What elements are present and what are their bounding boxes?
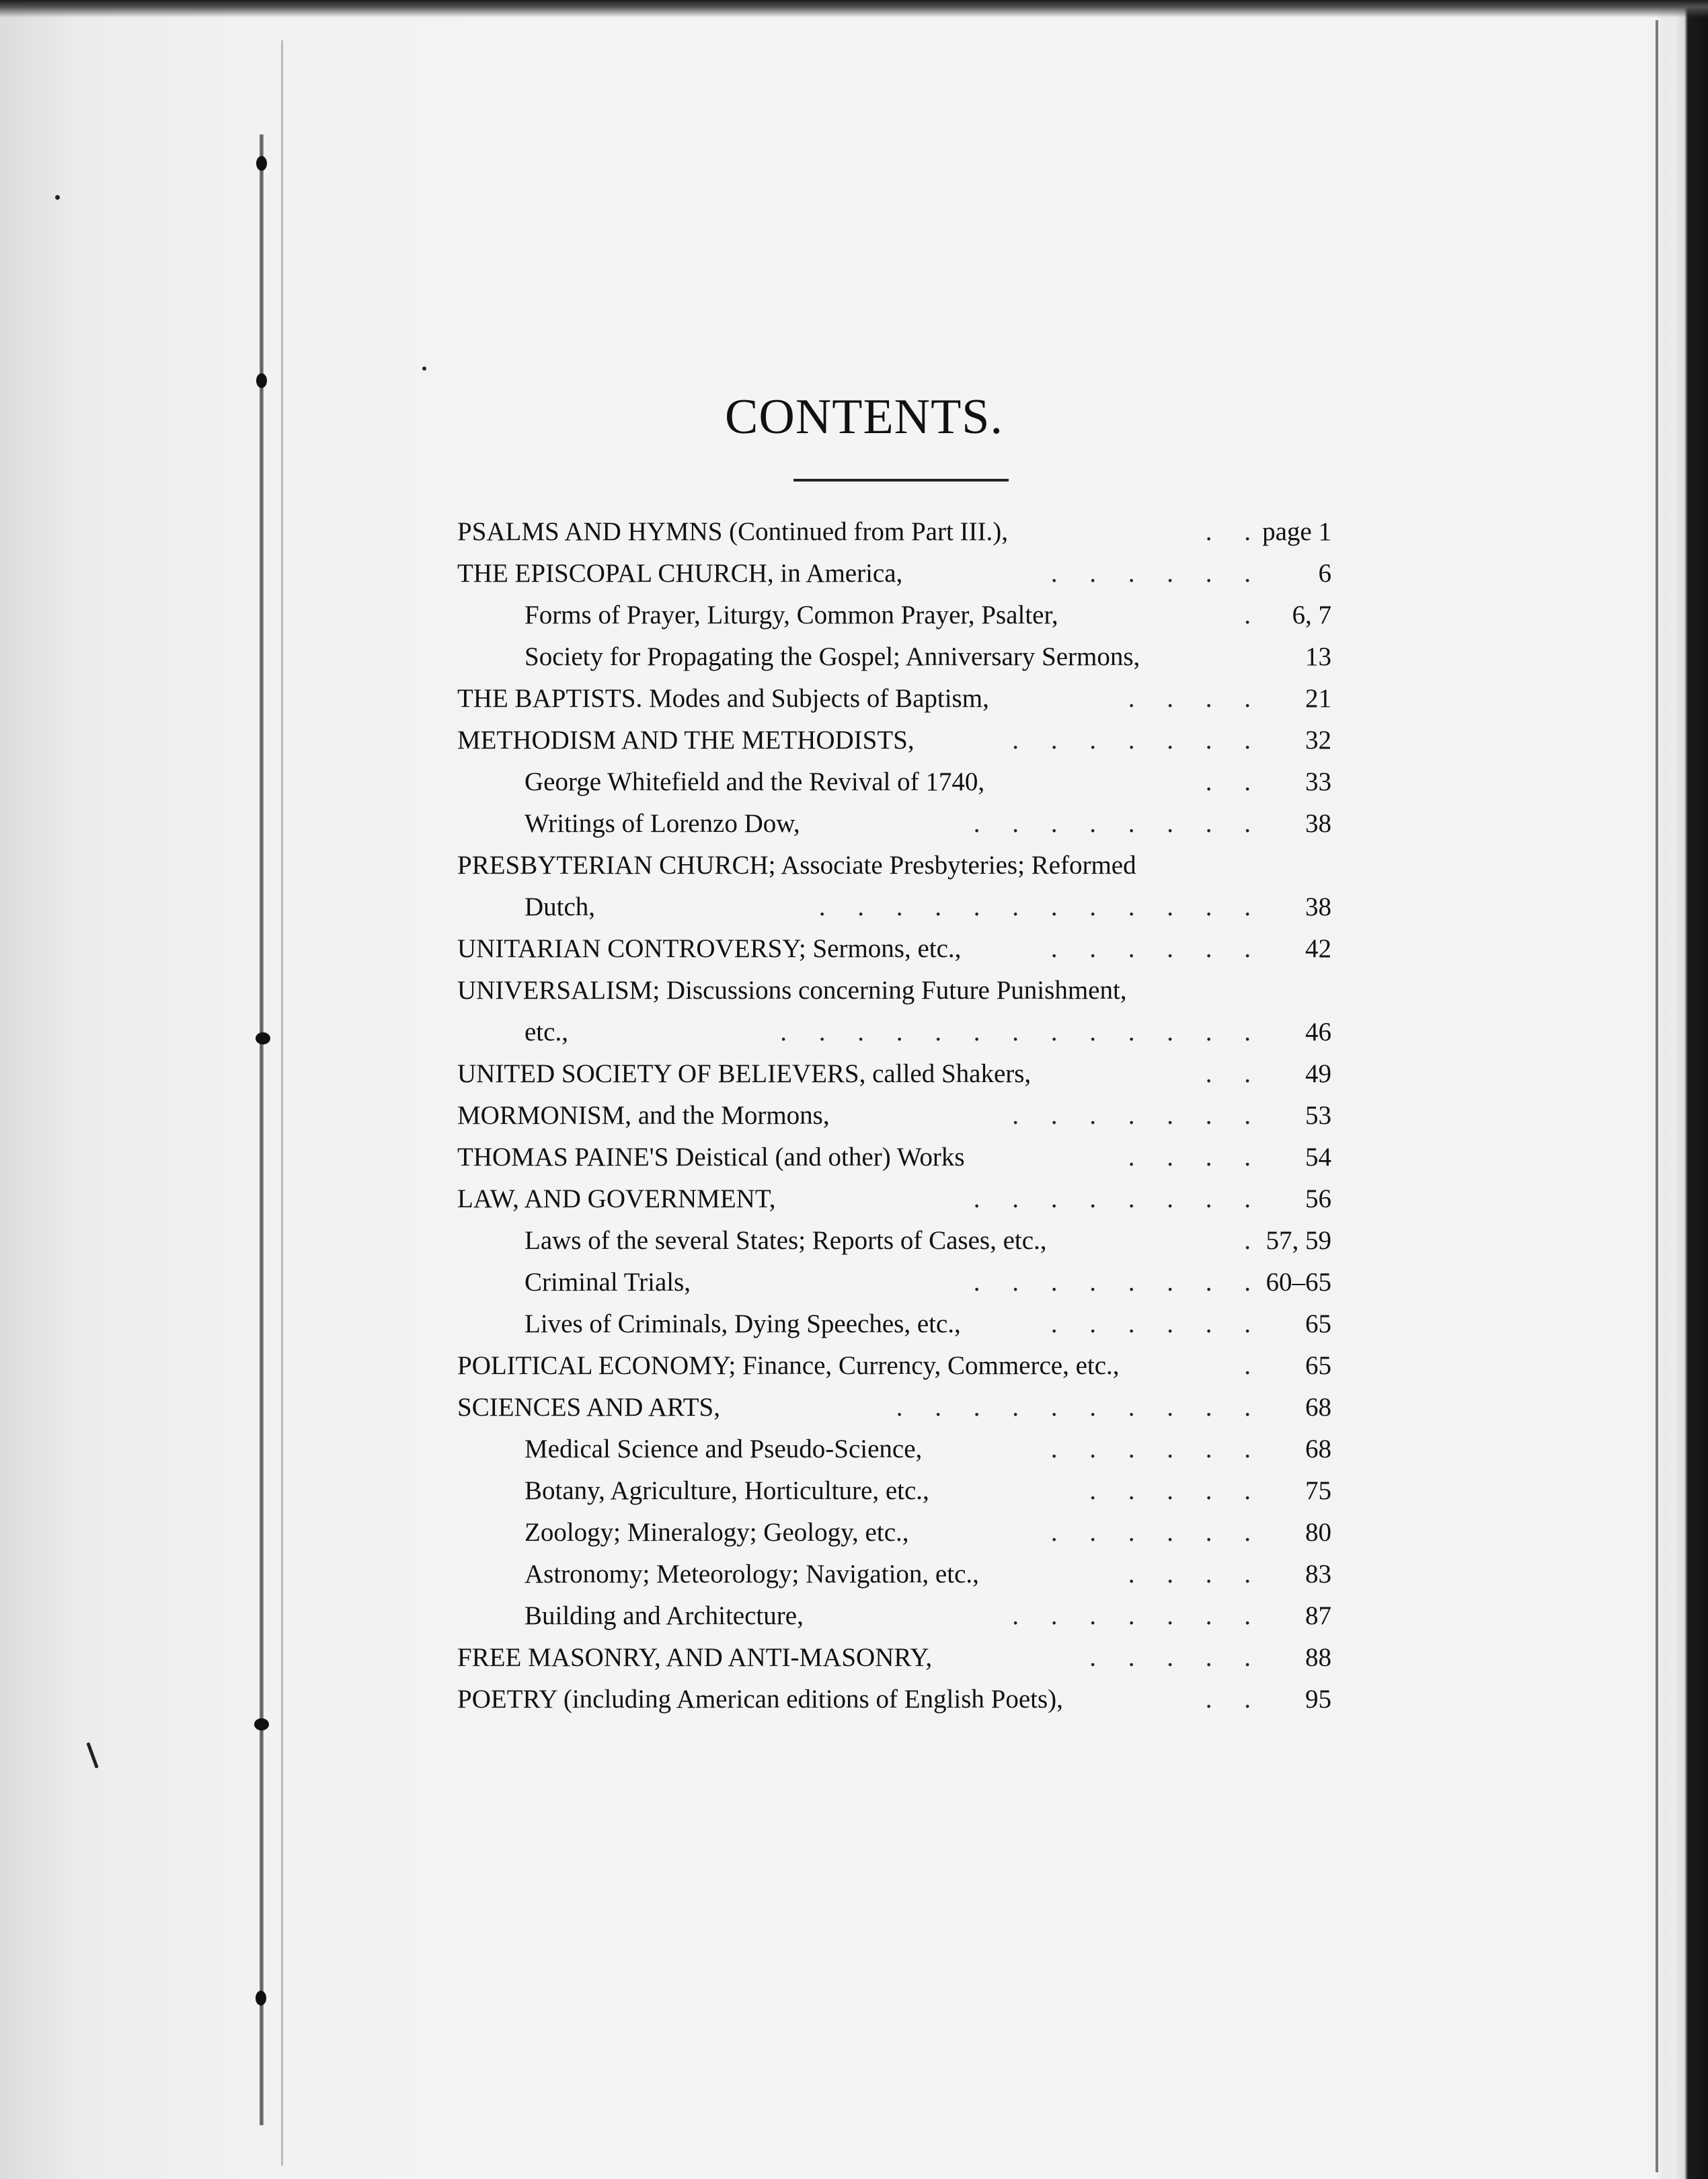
- toc-dot-leader: . . . . . . .: [1012, 1601, 1251, 1630]
- toc-page-number: 88: [1305, 1643, 1331, 1672]
- toc-dot-leader: . . . . .: [1089, 1643, 1251, 1672]
- toc-page-number: 6, 7: [1292, 601, 1331, 629]
- toc-page-number: 68: [1305, 1393, 1331, 1422]
- toc-entry-title: Dutch,: [525, 892, 596, 921]
- toc-dot-leader: . .: [1205, 767, 1251, 796]
- stitch-mark: [256, 1032, 270, 1044]
- toc-entry: [457, 1345, 1331, 1387]
- toc-page-number: 49: [1305, 1059, 1331, 1088]
- toc-entry: [457, 1595, 1331, 1637]
- toc-page-number: 83: [1305, 1560, 1331, 1589]
- title-underline: [793, 479, 1009, 482]
- toc-entry-title: LAW, AND GOVERNMENT,: [457, 1184, 776, 1213]
- toc-entry: [457, 886, 1331, 928]
- toc-entry: [457, 803, 1331, 845]
- toc-page-number: 13: [1305, 642, 1331, 671]
- toc-entry: [457, 1512, 1331, 1554]
- toc-entry: [457, 845, 1331, 886]
- top-shadow: [0, 0, 1708, 17]
- toc-page-number: 38: [1305, 809, 1331, 838]
- toc-dot-leader: . . . . . .: [1050, 1435, 1251, 1463]
- toc-dot-leader: . . . . . .: [1050, 1518, 1251, 1547]
- toc-entry: [457, 1262, 1331, 1303]
- toc-entry-title: POETRY (including American editions of English Poets),: [457, 1685, 1063, 1714]
- toc-page-number: 21: [1305, 684, 1331, 713]
- ink-speck: [422, 367, 426, 371]
- toc-entry-title: Medical Science and Pseudo-Science,: [525, 1435, 923, 1463]
- toc-entry: [457, 1428, 1331, 1470]
- toc-page-number: 65: [1305, 1351, 1331, 1380]
- toc-dot-leader: .: [1244, 1226, 1251, 1255]
- toc-entry-title: THE EPISCOPAL CHURCH, in America,: [457, 559, 903, 588]
- stitch-mark: [256, 1991, 266, 2005]
- toc-dot-leader: . . . .: [1128, 1143, 1251, 1172]
- toc-page-number: 75: [1305, 1476, 1331, 1505]
- toc-dot-leader: . . . . .: [1089, 1476, 1251, 1505]
- toc-entry: [457, 761, 1331, 803]
- toc-dot-leader: . . . . . .: [1050, 1309, 1251, 1338]
- toc-page-number: 56: [1305, 1184, 1331, 1213]
- ink-speck: [55, 195, 60, 200]
- page-title: CONTENTS.: [725, 389, 1003, 445]
- toc-entry: [457, 1095, 1331, 1137]
- toc-entry: [457, 553, 1331, 595]
- toc-dot-leader: . . . . . . . . . .: [896, 1393, 1251, 1422]
- toc-page-number: 57, 59: [1266, 1226, 1331, 1255]
- toc-dot-leader: .: [1244, 601, 1251, 629]
- toc-page-number: 42: [1305, 934, 1331, 963]
- toc-entry-title: METHODISM AND THE METHODISTS,: [457, 726, 915, 755]
- toc-dot-leader: . .: [1205, 517, 1251, 546]
- toc-entry: [457, 1011, 1331, 1053]
- toc-entry-title: UNITED SOCIETY OF BELIEVERS, called Shakers,: [457, 1059, 1032, 1088]
- toc-entry: [457, 1137, 1331, 1178]
- toc-page-number: 32: [1305, 726, 1331, 755]
- toc-dot-leader: . . . .: [1128, 1560, 1251, 1589]
- toc-page-number: 65: [1305, 1309, 1331, 1338]
- toc-entry-title: PRESBYTERIAN CHURCH; Associate Presbyteries; Reformed: [457, 851, 1136, 880]
- toc-entry-title: Building and Architecture,: [525, 1601, 804, 1630]
- toc-page-number: 54: [1305, 1143, 1331, 1172]
- toc-entry-title: Lives of Criminals, Dying Speeches, etc.,: [525, 1309, 961, 1338]
- toc-page-number: 53: [1305, 1101, 1331, 1130]
- toc-page-number: 38: [1305, 892, 1331, 921]
- toc-dot-leader: . . . . . . . .: [973, 809, 1251, 838]
- toc-entry: [457, 595, 1331, 636]
- toc-entry: [457, 678, 1331, 720]
- toc-page-number: 87: [1305, 1601, 1331, 1630]
- toc-entry: [457, 720, 1331, 761]
- toc-page-number: 95: [1305, 1685, 1331, 1714]
- toc-entry: [457, 970, 1331, 1011]
- toc-entry: [457, 1679, 1331, 1720]
- toc-entry-title: George Whitefield and the Revival of 1740,: [525, 767, 985, 796]
- toc-entry: [457, 1303, 1331, 1345]
- toc-entry-title: Laws of the several States; Reports of Cases, etc.,: [525, 1226, 1047, 1255]
- toc-entry-title: Botany, Agriculture, Horticulture, etc.,: [525, 1476, 929, 1505]
- toc-dot-leader: . . . . . .: [1050, 559, 1251, 588]
- toc-dot-leader: . . . . . . . . . . . .: [818, 892, 1251, 921]
- toc-entry: [457, 511, 1331, 553]
- toc-entry-title: FREE MASONRY, AND ANTI-MASONRY,: [457, 1643, 933, 1672]
- toc-entry: [457, 1387, 1331, 1428]
- toc-page-number: 33: [1305, 767, 1331, 796]
- toc-dot-leader: . . . . . . .: [1012, 1101, 1251, 1130]
- toc-entry-title: Zoology; Mineralogy; Geology, etc.,: [525, 1518, 909, 1547]
- toc-dot-leader: .: [1244, 1351, 1251, 1380]
- toc-entry-title: Writings of Lorenzo Dow,: [525, 809, 800, 838]
- toc-entry: [457, 636, 1331, 678]
- toc-entry: [457, 1053, 1331, 1095]
- toc-entry: [457, 1637, 1331, 1679]
- toc-page-number: 6: [1318, 559, 1331, 588]
- toc-entry: [457, 1470, 1331, 1512]
- toc-page-number: 80: [1305, 1518, 1331, 1547]
- toc-entry-title: Forms of Prayer, Liturgy, Common Prayer, Psalter,: [525, 601, 1058, 629]
- toc-entry-title: etc.,: [525, 1018, 568, 1046]
- toc-dot-leader: . . . . . . . .: [973, 1268, 1251, 1297]
- toc-entry-title: SCIENCES AND ARTS,: [457, 1393, 720, 1422]
- toc-entry: [457, 1554, 1331, 1595]
- toc-entry: [457, 1178, 1331, 1220]
- toc-dot-leader: . . . . . . . .: [973, 1184, 1251, 1213]
- toc-page-number: 46: [1305, 1018, 1331, 1046]
- toc-dot-leader: . . . . . .: [1050, 934, 1251, 963]
- toc-page-number: page 1: [1262, 517, 1331, 546]
- toc-entry-title: Criminal Trials,: [525, 1268, 691, 1297]
- stitch-mark: [254, 1718, 269, 1730]
- toc-entry-title: Society for Propagating the Gospel; Anniversary Sermons,: [525, 642, 1140, 671]
- toc-entry: [457, 1220, 1331, 1262]
- toc-dot-leader: . .: [1205, 1059, 1251, 1088]
- toc-entry-title: THOMAS PAINE'S Deistical (and other) Works: [457, 1143, 965, 1172]
- toc-dot-leader: . .: [1205, 1685, 1251, 1714]
- toc-entry-title: UNIVERSALISM; Discussions concerning Future Punishment,: [457, 976, 1127, 1005]
- toc-entry-title: Astronomy; Meteorology; Navigation, etc.,: [525, 1560, 979, 1589]
- toc-entry-title: POLITICAL ECONOMY; Finance, Currency, Commerce, etc.,: [457, 1351, 1120, 1380]
- toc-dot-leader: . . . . . . . . . . . . .: [780, 1018, 1251, 1046]
- toc-entry-title: THE BAPTISTS. Modes and Subjects of Baptism,: [457, 684, 989, 713]
- table-of-contents: [457, 511, 1331, 1720]
- toc-entry-title: MORMONISM, and the Mormons,: [457, 1101, 830, 1130]
- toc-page-number: 60–65: [1266, 1268, 1331, 1297]
- stitch-mark: [256, 373, 267, 388]
- toc-entry-title: PSALMS AND HYMNS (Continued from Part III.),: [457, 517, 1008, 546]
- binding-fold-line: [281, 40, 283, 2166]
- toc-page-number: 68: [1305, 1435, 1331, 1463]
- toc-entry-title: UNITARIAN CONTROVERSY; Sermons, etc.,: [457, 934, 962, 963]
- toc-dot-leader: . . . . . . .: [1012, 726, 1251, 755]
- toc-entry: [457, 928, 1331, 970]
- stitch-mark: [256, 156, 267, 171]
- page-edge-line: [1656, 20, 1658, 2172]
- toc-dot-leader: . . . .: [1128, 684, 1251, 713]
